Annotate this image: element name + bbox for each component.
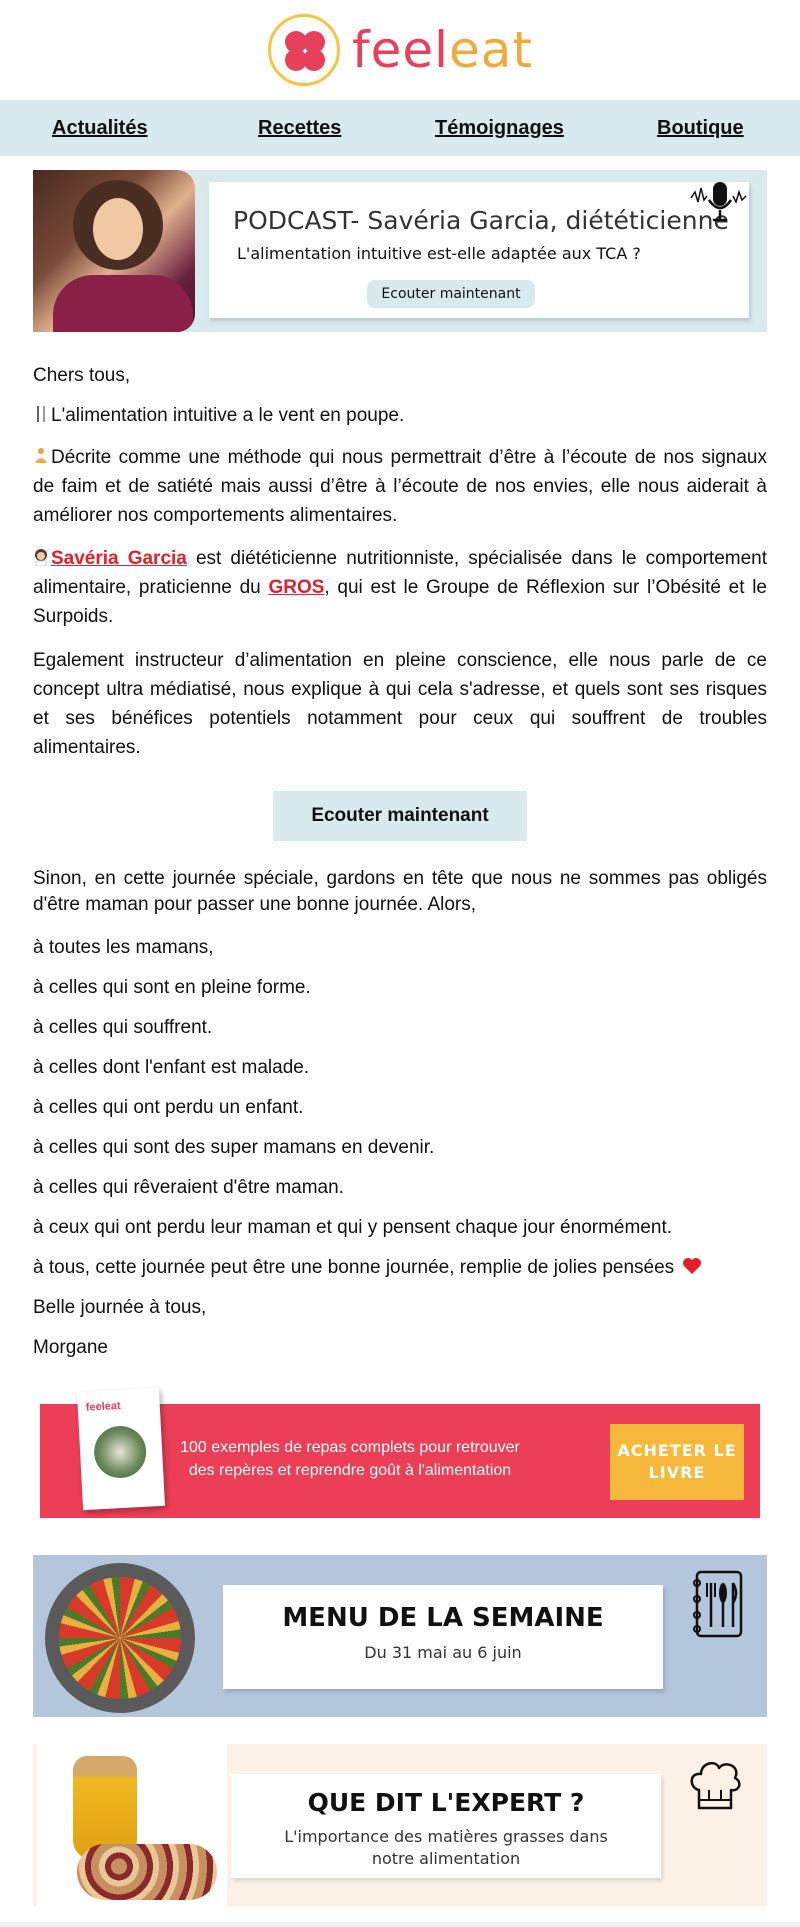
dedication-line: à celles qui rêveraient d'être maman. (33, 1177, 344, 1198)
dedication-line: à ceux qui ont perdu leur maman et qui y pensent chaque jour énormément. (33, 1217, 672, 1238)
gros-link[interactable]: GROS (268, 577, 325, 598)
weekly-menu-dates: Du 31 mai au 6 juin (364, 1643, 522, 1662)
paragraph-4: Egalement instructeur d’alimentation en pleine conscience, elle nous parle de ce concept ultra médiatisé, nous explique à qui cela s'adresse, et quels sont ses risques et ses bénéfices potentiels notamment pour ceux qui souffrent de troubles alimentaires. (33, 650, 767, 758)
paragraph-1: L'alimentation intuitive a le vent en poupe. (33, 401, 767, 430)
nav-temoignages[interactable]: Témoignages (435, 117, 564, 139)
microphone-icon (689, 178, 749, 228)
nav-boutique[interactable]: Boutique (657, 117, 744, 139)
podcast-listen-button[interactable]: Ecouter maintenant (367, 280, 535, 308)
nav-recettes[interactable]: Recettes (258, 117, 342, 139)
listen-now-button[interactable]: Ecouter maintenant (273, 791, 527, 841)
book-banner-text: 100 exemples de repas complets pour retrouver des repères et reprendre goût à l'alimentation (180, 1439, 520, 1479)
buy-book-button[interactable]: ACHETER LE LIVRE (610, 1424, 744, 1500)
dedication-line-heart: à tous, cette journée peut être une bonne journée, remplie de jolies pensées (33, 1256, 702, 1280)
weekly-menu-title: MENU DE LA SEMAINE (282, 1603, 604, 1633)
expert-title: QUE DIT L'EXPERT ? (307, 1788, 585, 1817)
ratatouille-photo (37, 1555, 207, 1717)
podcast-card (209, 182, 749, 318)
red-heart-icon (682, 1257, 702, 1275)
footer-divider (0, 1922, 800, 1927)
logo-wordmark: feeleat (352, 21, 534, 79)
oil-and-peanuts-photo (37, 1744, 227, 1906)
clover-logo-icon (268, 14, 340, 86)
saveria-garcia-link[interactable]: Savéria Garcia (51, 548, 187, 569)
signature: Morgane (33, 1337, 108, 1358)
paragraph-2: Décrite comme une méthode qui nous permettrait d’être à l’écoute de nos signaux de faim et de satiété mais aussi d’être à l’écoute de nos envies, elle nous aiderait à améliorer nos comportements alimentaires. (33, 447, 767, 526)
book-banner[interactable] (40, 1399, 760, 1518)
podcast-title: PODCAST- Savéria Garcia, diététicienne (233, 206, 729, 235)
chef-hat-icon (685, 1756, 745, 1816)
book-cover-image: feeleat (77, 1388, 165, 1510)
paragraph-3: Savéria Garcia est diététicienne nutritionniste, spécialisée dans le comportement alimentaire, praticienne du GROS, qui est le Groupe de Réflexion sur l’Obésité et le Surpoids. (33, 548, 768, 627)
greeting: Chers tous, (33, 365, 131, 386)
cutlery-icon (33, 405, 49, 423)
dedication-line: à celles dont l'enfant est malade. (33, 1057, 310, 1078)
header (0, 0, 800, 100)
dedication-line: à celles qui souffrent. (33, 1017, 213, 1038)
dedication-line: à toutes les mamans, (33, 937, 214, 958)
woman-health-worker-icon (33, 548, 49, 566)
closing-line: Belle journée à tous, (33, 1297, 207, 1318)
nav-actualites[interactable]: Actualités (52, 117, 148, 139)
weekly-menu-card (223, 1585, 663, 1689)
main-nav (0, 100, 800, 156)
logo[interactable] (268, 14, 533, 86)
podcast-guest-photo (33, 170, 195, 332)
meditation-icon (33, 447, 49, 465)
podcast-banner[interactable] (33, 170, 767, 332)
menu-book-icon (689, 1569, 745, 1639)
dedication-line: à celles qui sont des super mamans en devenir. (33, 1137, 435, 1158)
weekly-menu-banner[interactable] (33, 1555, 767, 1717)
dedication-line: à celles qui ont perdu un enfant. (33, 1097, 304, 1118)
expert-card (231, 1774, 661, 1878)
paragraph-5: Sinon, en cette journée spéciale, gardons en tête que nous ne sommes pas obligés d'être maman pour passer une bonne journée. Alors, (33, 868, 767, 915)
expert-banner[interactable] (33, 1744, 767, 1906)
expert-subtitle: L'importance des matières grasses dans notre alimentation (284, 1827, 608, 1868)
dedication-line: à celles qui sont en pleine forme. (33, 977, 311, 998)
podcast-subtitle: L'alimentation intuitive est-elle adaptée aux TCA ? (237, 244, 641, 263)
